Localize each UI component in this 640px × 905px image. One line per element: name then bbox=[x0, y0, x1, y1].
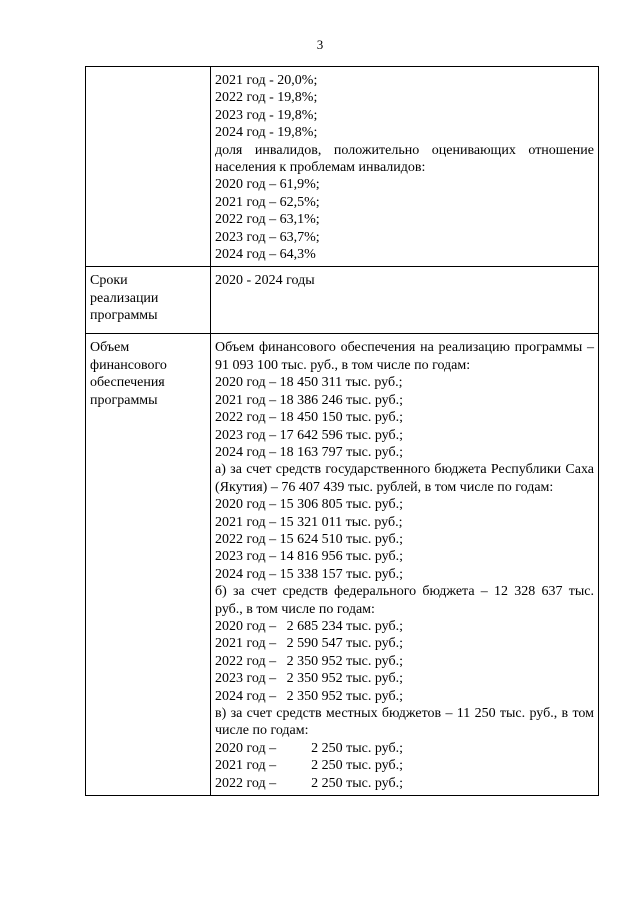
indicator-line: 2024 год - 19,8%; bbox=[215, 125, 318, 141]
indicator-line: 2024 год – 64,3% bbox=[215, 247, 316, 263]
regional-year-line: 2020 год – 15 306 805 тыс. руб.; bbox=[215, 497, 403, 513]
terms-text: 2020 - 2024 годы bbox=[215, 273, 315, 289]
indicator-line: 2023 год - 19,8%; bbox=[215, 107, 318, 123]
indicator-line: 2023 год – 63,7%; bbox=[215, 229, 320, 245]
indicator-line: 2020 год – 61,9%; bbox=[215, 177, 320, 193]
federal-year-line: 2021 год – 2 590 547 тыс. руб.; bbox=[215, 636, 403, 652]
row-content-indicators bbox=[211, 67, 599, 267]
indicator-description: доля инвалидов, положительно оценивающих отношение населения к проблемам инвалидов: bbox=[215, 142, 594, 176]
regional-year-line: 2024 год – 15 338 157 тыс. руб.; bbox=[215, 566, 403, 582]
row-label-text: Объем финансового обеспечения программы bbox=[90, 340, 167, 408]
row-label-text: Сроки реализации программы bbox=[90, 273, 159, 324]
local-year-line: 2020 год – 2 250 тыс. руб.; bbox=[215, 740, 403, 756]
regional-year-line: 2022 год – 15 624 510 тыс. руб.; bbox=[215, 531, 403, 547]
federal-budget-intro: б) за счет средств федерального бюджета – 12 328 637 тыс. руб., в том числе по годам: bbox=[215, 584, 594, 617]
financing-intro: Объем финансового обеспечения на реализацию программы – 91 093 100 тыс. руб., в том числе по годам: bbox=[215, 340, 594, 373]
row-content-terms bbox=[211, 267, 599, 334]
indicator-line: 2021 год – 62,5%; bbox=[215, 194, 320, 210]
indicator-line: 2022 год – 63,1%; bbox=[215, 212, 320, 228]
federal-year-line: 2022 год – 2 350 952 тыс. руб.; bbox=[215, 653, 403, 669]
federal-year-line: 2020 год – 2 685 234 тыс. руб.; bbox=[215, 618, 403, 634]
financing-year-line: 2021 год – 18 386 246 тыс. руб.; bbox=[215, 392, 403, 408]
federal-year-line: 2023 год – 2 350 952 тыс. руб.; bbox=[215, 671, 403, 687]
table-row-indicators bbox=[86, 67, 599, 267]
row-label-financing bbox=[86, 334, 211, 796]
local-year-line: 2021 год – 2 250 тыс. руб.; bbox=[215, 758, 403, 774]
federal-year-line: 2024 год – 2 350 952 тыс. руб.; bbox=[215, 688, 403, 704]
table-row-financing bbox=[86, 334, 599, 796]
financing-year-line: 2024 год – 18 163 797 тыс. руб.; bbox=[215, 444, 403, 460]
page-number: 3 bbox=[316, 37, 324, 52]
row-label-terms bbox=[86, 267, 211, 334]
indicator-line: 2021 год - 20,0%; bbox=[215, 73, 318, 88]
indicator-line: 2022 год - 19,8%; bbox=[215, 90, 318, 106]
passport-table bbox=[85, 66, 599, 796]
regional-year-line: 2023 год – 14 816 956 тыс. руб.; bbox=[215, 549, 403, 565]
local-budget-intro: в) за счет средств местных бюджетов – 11 250 тыс. руб., в том числе по годам: bbox=[215, 706, 594, 739]
row-label-indicators bbox=[86, 67, 211, 267]
financing-year-line: 2020 год – 18 450 311 тыс. руб.; bbox=[215, 375, 403, 391]
financing-year-line: 2022 год – 18 450 150 тыс. руб.; bbox=[215, 410, 403, 426]
regional-budget-intro: а) за счет средств государственного бюджета Республики Саха (Якутия) – 76 407 439 тыс. рублей, в том числе по годам: bbox=[215, 462, 594, 495]
local-year-line: 2022 год – 2 250 тыс. руб.; bbox=[215, 775, 403, 791]
table-row-terms bbox=[86, 267, 599, 334]
financing-year-line: 2023 год – 17 642 596 тыс. руб.; bbox=[215, 427, 403, 443]
regional-year-line: 2021 год – 15 321 011 тыс. руб.; bbox=[215, 514, 403, 530]
row-content-financing bbox=[211, 334, 599, 796]
